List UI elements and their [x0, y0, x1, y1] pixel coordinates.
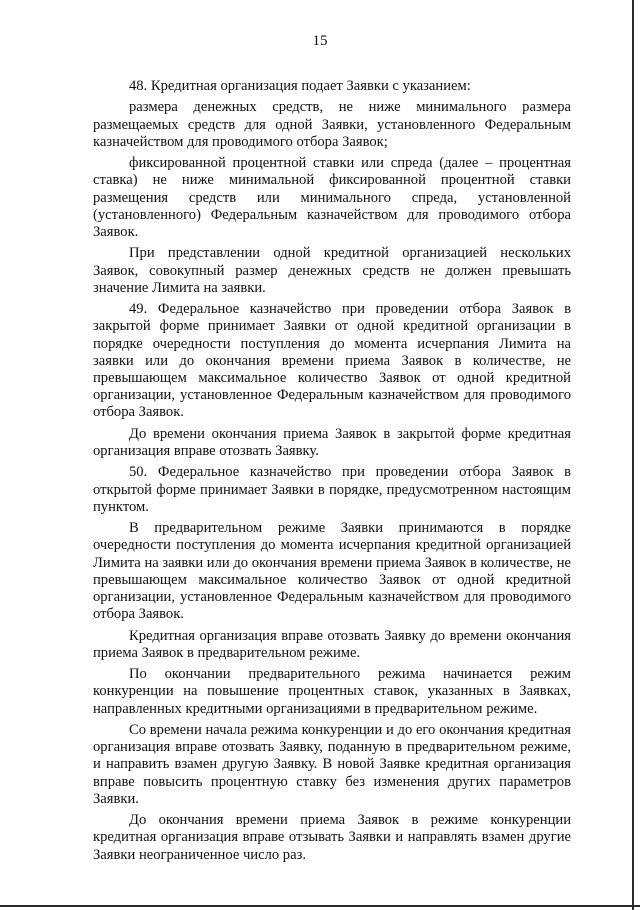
scan-edge-right: [632, 0, 634, 910]
paragraph-50-withdraw-preliminary: Кредитная организация вправе отозвать Заявку до времени окончания приема Заявок в предварительном режиме.: [93, 627, 571, 661]
page-number: 15: [312, 33, 328, 49]
paragraph-48-intro: 48. Кредитная организация подает Заявки с указанием:: [129, 78, 471, 94]
document-body: [93, 78, 571, 868]
paragraph-49: 49. Федеральное казначейство при проведении отбора Заявок в закрытой форме принимает Заявки от одной кредитной организации в порядке очередности поступления до момента исчерпания Лимита на заявки или до окончания времени приема Заявок в количестве, не превышающем максимальное количество Заявок от одной кредитной организации, установленное Федеральным казначейством для проводимого отбора Заявок.: [93, 301, 571, 421]
paragraph-49-withdraw: До времени окончания приема Заявок в закрытой форме кредитная организация вправе отозвать Заявку.: [93, 425, 571, 459]
paragraph-48-rate: фиксированной процентной ставки или спреда (далее – процентная ставка) не ниже минимальной фиксированной процентной ставки размещения средств или минимального спреда, установленной (установленного) Федеральным казначейством для проводимого отбора Заявок.: [93, 155, 571, 240]
paragraph-48-amount: размера денежных средств, не ниже минимального размера размещаемых средств для одной Заявки, установленного Федеральным казначейством для проводимого отбора Заявок;: [93, 99, 571, 150]
paragraph-50-preliminary-mode: В предварительном режиме Заявки принимаются в порядке очередности поступления до момента исчерпания кредитной организацией Лимита на заявки или до окончания времени приема Заявок в количестве, не превышающем максимальное количество Заявок от одной кредитной организации, установленное Федеральным казначейством для проводимого отбора Заявок.: [93, 520, 571, 623]
paragraph-50-unlimited-resubmit: До окончания времени приема Заявок в режиме конкуренции кредитная организация вправе отзывать Заявки и направлять взамен другие Заявки неограниченное число раз.: [93, 812, 571, 863]
paragraph-50-competition-start: По окончании предварительного режима начинается режим конкуренции на повышение процентных ставок, указанных в Заявках, направленных кредитными организациями в предварительном режиме.: [93, 666, 571, 717]
paragraph-50: 50. Федеральное казначейство при проведении отбора Заявок в открытой форме принимает Заявки в порядке, предусмотренном настоящим пунктом.: [93, 464, 571, 515]
paragraph-48-multiple-bids: При представлении одной кредитной организацией нескольких Заявок, совокупный размер денежных средств не должен превышать значение Лимита на заявки.: [93, 245, 571, 296]
scan-edge-bottom: [0, 905, 640, 907]
paragraph-50-competition-withdraw: Со времени начала режима конкуренции и до его окончания кредитная организация вправе отозвать Заявку, поданную в предварительном режиме, и направить взамен другую Заявку. В новой Заявке кредитная организация вправе повысить процентную ставку без изменения других параметров Заявки.: [93, 721, 571, 807]
